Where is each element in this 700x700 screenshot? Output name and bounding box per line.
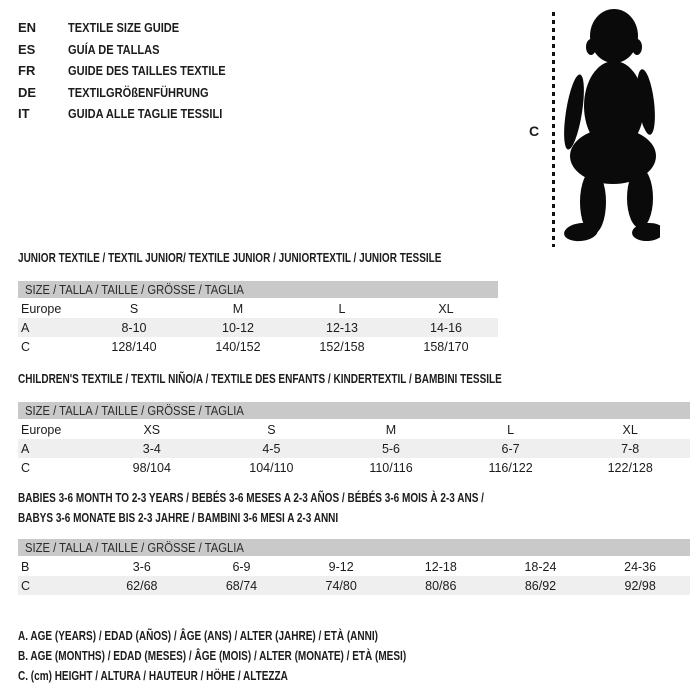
size-header-bar [18, 281, 498, 298]
language-label: TEXTILGRÖßENFÜHRUNG [68, 84, 209, 100]
row-label-cell: C [21, 339, 31, 354]
language-label: GUIDE DES TAILLES TEXTILE [68, 63, 226, 79]
table-row [18, 439, 690, 458]
size-value-cell: 9-12 [328, 559, 354, 574]
language-label: GUÍA DE TALLAS [68, 41, 160, 57]
size-value-cell: 6-7 [501, 441, 520, 456]
row-label-cell: Europe [21, 301, 62, 316]
size-value-cell: M [385, 422, 397, 437]
size-value-cell: 80/86 [425, 578, 457, 593]
table-row [18, 458, 690, 477]
size-value-cell: 158/170 [423, 339, 469, 354]
size-value-cell: 6-9 [232, 559, 251, 574]
size-value-cell: 5-6 [381, 441, 401, 456]
language-row [18, 82, 253, 104]
size-value-cell: 86/92 [524, 578, 557, 593]
size-value-cell: 68/74 [225, 578, 258, 593]
footnote-line: C. (cm) HEIGHT / ALTURA / HAUTEUR / HÖHE / ALTEZZA [18, 668, 288, 683]
language-code: ES [18, 41, 36, 57]
childrens-size-table [18, 420, 690, 477]
size-value-cell: L [338, 301, 346, 316]
row-label-cell: B [21, 559, 30, 574]
size-header-bar [18, 402, 690, 419]
table-row [18, 420, 690, 439]
size-value-cell: 18-24 [524, 559, 557, 574]
row-label-cell: C [21, 578, 31, 593]
language-list [18, 17, 253, 125]
size-value-cell: 12-18 [424, 559, 457, 574]
size-value-cell: 140/152 [215, 339, 261, 354]
size-header-bar [18, 539, 690, 556]
size-value-cell: 12-13 [326, 320, 358, 335]
footnote-line: B. AGE (MONTHS) / EDAD (MESES) / ÂGE (MOIS) / ALTER (MONATE) / ETÀ (MESI) [18, 648, 407, 663]
size-value-cell: 104/110 [249, 460, 294, 475]
size-value-cell: 14-16 [430, 320, 462, 335]
footnote-legend [18, 626, 522, 686]
junior-size-table [18, 299, 498, 356]
size-value-cell: M [232, 301, 244, 316]
size-value-cell: 92/98 [624, 578, 656, 593]
size-value-cell: 4-5 [262, 441, 281, 456]
section-title: CHILDREN'S TEXTILE / TEXTIL NIÑO/A / TEXTILE DES ENFANTS / KINDERTEXTIL / BAMBINI TESSILE [18, 371, 502, 386]
size-value-cell: S [267, 422, 276, 437]
table-row [18, 557, 690, 576]
size-value-cell: 122/128 [607, 460, 653, 475]
language-code: IT [18, 106, 30, 122]
row-label-cell: A [21, 441, 30, 456]
size-header-label: SIZE / TALLA / TAILLE / GRÖSSE / TAGLIA [25, 541, 244, 555]
section-childrens-textile [18, 372, 690, 477]
section-title: BABYS 3-6 MONATE BIS 2-3 JAHRE / BAMBINI 3-6 MESI A 2-3 ANNI [18, 510, 339, 525]
size-value-cell: 128/140 [111, 339, 157, 354]
size-value-cell: 8-10 [121, 320, 147, 335]
size-header-label: SIZE / TALLA / TAILLE / GRÖSSE / TAGLIA [25, 404, 244, 418]
table-row [18, 318, 498, 337]
language-label: GUIDA ALLE TAGLIE TESSILI [68, 106, 223, 122]
size-value-cell: XL [622, 422, 638, 437]
height-measure-dashed-line [552, 12, 555, 247]
babies-size-table [18, 557, 690, 595]
section-title: BABIES 3-6 MONTH TO 2-3 YEARS / BEBÉS 3-6 MESES A 2-3 AÑOS / BÉBÉS 3-6 MOIS À 2-3 ANS / [18, 490, 484, 505]
language-row [18, 39, 253, 61]
size-value-cell: 3-6 [132, 559, 151, 574]
language-code: FR [18, 63, 36, 79]
size-value-cell: S [129, 301, 139, 316]
language-row [18, 60, 253, 82]
table-row [18, 299, 498, 318]
size-value-cell: 98/104 [132, 460, 171, 475]
size-value-cell: XS [143, 422, 161, 437]
size-value-cell: XL [438, 301, 454, 316]
size-value-cell: 152/158 [319, 339, 365, 354]
row-label-cell: A [21, 320, 30, 335]
section-babies-textile [18, 491, 690, 595]
section-title: JUNIOR TEXTILE / TEXTIL JUNIOR/ TEXTILE JUNIOR / JUNIORTEXTIL / JUNIOR TESSILE [18, 250, 442, 265]
measurement-figure [500, 0, 700, 256]
language-code: EN [18, 20, 37, 35]
footnote-line: A. AGE (YEARS) / EDAD (AÑOS) / ÂGE (ANS) / ALTER (JAHRE) / ETÀ (ANNI) [18, 628, 378, 643]
size-value-cell: 110/116 [369, 460, 413, 475]
language-label: TEXTILE SIZE GUIDE [68, 20, 180, 35]
size-value-cell: 74/80 [325, 578, 357, 593]
size-value-cell: 116/122 [488, 460, 533, 475]
size-value-cell: 10-12 [222, 320, 254, 335]
size-header-label: SIZE / TALLA / TAILLE / GRÖSSE / TAGLIA [25, 283, 244, 297]
size-value-cell: 24-36 [624, 559, 657, 574]
language-code: DE [18, 84, 37, 100]
height-measure-label: C [529, 123, 540, 139]
row-label-cell: C [21, 460, 31, 475]
table-row [18, 576, 690, 595]
size-value-cell: 3-4 [142, 441, 161, 456]
language-row [18, 103, 253, 125]
table-row [18, 337, 498, 356]
baby-silhouette-icon [560, 6, 660, 244]
row-label-cell: Europe [21, 422, 62, 437]
size-value-cell: L [507, 422, 515, 437]
language-row [18, 17, 253, 39]
section-junior-textile [18, 251, 498, 356]
size-value-cell: 7-8 [621, 441, 640, 456]
size-value-cell: 62/68 [126, 578, 158, 593]
